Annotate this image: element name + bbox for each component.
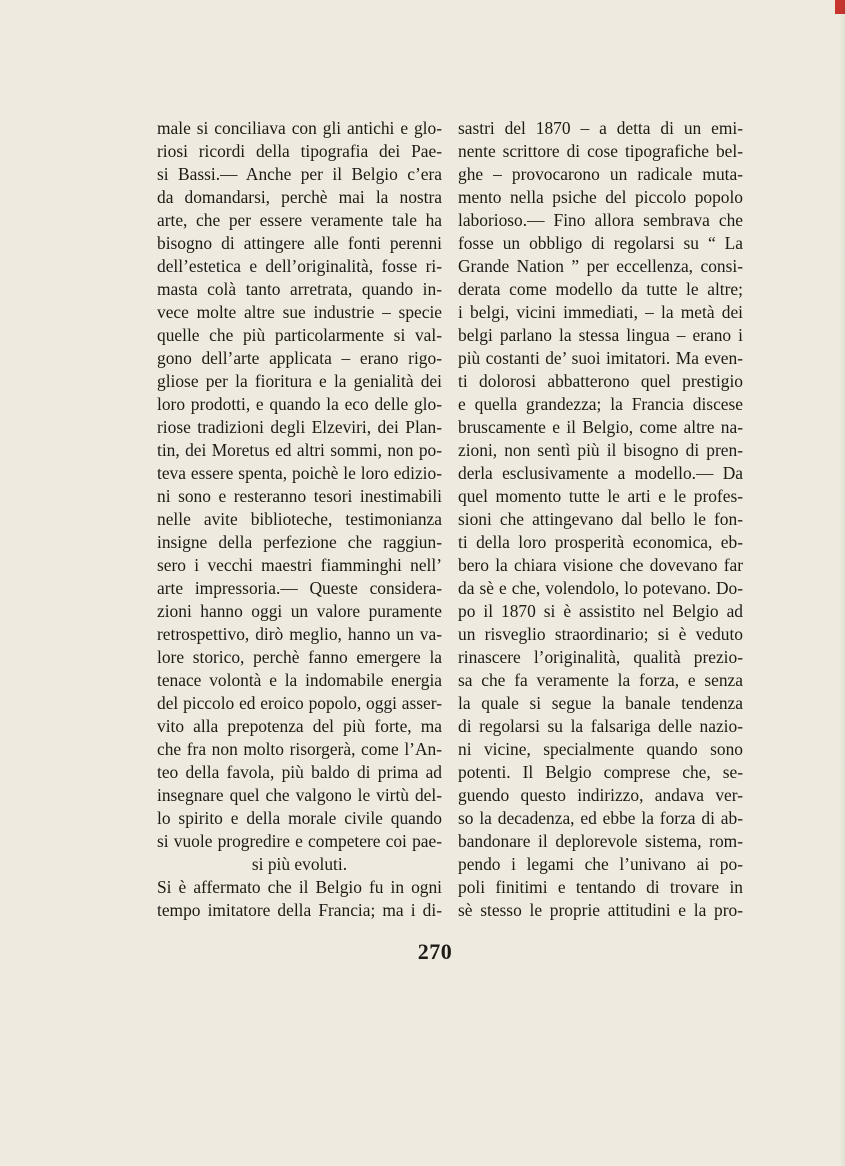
text-line: bisogno di attingere alle fonti perenni (157, 233, 442, 253)
text-line: fosse un obbligo di regolarsi su “ La (458, 233, 743, 253)
text-line: da sè e che, volendolo, lo potevano. Do- (458, 578, 743, 598)
text-line: nente scrittore di cose tipografiche bel- (458, 141, 743, 161)
text-line: arte impressoria.— Queste considera- (157, 578, 442, 598)
page-edge-shadow (839, 0, 845, 1166)
text-line: sioni che attingevano dal bello le fon- (458, 509, 743, 529)
text-line: mento nella psiche del piccolo popolo (458, 187, 743, 207)
text-line: la quale si segue la banale tendenza (458, 693, 743, 713)
text-line: poli finitimi e tentando di trovare in (458, 877, 743, 897)
text-line: arte, che per essere veramente tale ha (157, 210, 442, 230)
text-line: pendo i legami che l’univano ai po- (458, 854, 743, 874)
text-line: laborioso.— Fino allora sembrava che (458, 210, 743, 230)
text-line: di regolarsi su la falsariga delle nazio- (458, 716, 743, 736)
text-line: Grande Nation ” per eccellenza, consi- (458, 256, 743, 276)
left-text-column (157, 117, 442, 922)
text-line: sero i vecchi maestri fiamminghi nell’ (157, 555, 442, 575)
text-line: teo della favola, più baldo di prima ad (157, 762, 442, 782)
text-line: tempo imitatore della Francia; ma i di- (157, 900, 442, 920)
text-line: insegnare quel che valgono le virtù del- (157, 785, 442, 805)
text-line: bruscamente e il Belgio, come altre na- (458, 417, 743, 437)
text-line: male si conciliava con gli antichi e glo- (157, 118, 442, 138)
text-line: più costanti de’ suoi imitatori. Ma even- (458, 348, 743, 368)
text-line: guendo questo indirizzo, andava ver- (458, 785, 743, 805)
text-line: e quella grandezza; la Francia discese (458, 394, 743, 414)
text-line: derata come modello da tutte le altre; (458, 279, 743, 299)
text-line: po il 1870 si è assistito nel Belgio ad (458, 601, 743, 621)
text-line: si Bassi.— Anche per il Belgio c’era (157, 164, 442, 184)
text-line: ti della loro prosperità economica, eb- (458, 532, 743, 552)
text-line: ti dolorosi abbatterono quel prestigio (458, 371, 743, 391)
text-line: riose tradizioni degli Elzeviri, dei Plan- (157, 417, 442, 437)
text-line: sè stesso le proprie attitudini e la pro- (458, 900, 743, 920)
text-line: bero la chiara visione che dovevano far (458, 555, 743, 575)
text-line: teva essere spenta, poichè le loro edizio- (157, 463, 442, 483)
text-line: lo spirito e della morale civile quando (157, 808, 442, 828)
text-line: masta colà tanto arretrata, quando in- (157, 279, 442, 299)
text-line: potenti. Il Belgio comprese che, se- (458, 762, 743, 782)
text-line: quelle che più particolarmente si val- (157, 325, 442, 345)
text-line: vito alla prepotenza del più forte, ma (157, 716, 442, 736)
text-line: quel momento tutte le arti e le profes- (458, 486, 743, 506)
text-line: ni sono e resteranno tesori inestimabili (157, 486, 442, 506)
right-text-column (458, 117, 743, 922)
text-line: un risveglio straordinario; si è veduto (458, 624, 743, 644)
text-line: so la decadenza, ed ebbe la forza di ab- (458, 808, 743, 828)
text-line: gliose per la fioritura e la genialità dei (157, 371, 442, 391)
text-line: ni vicine, specialmente quando sono (458, 739, 743, 759)
text-line: riosi ricordi della tipografia dei Pae- (157, 141, 442, 161)
text-line: Si è affermato che il Belgio fu in ogni (157, 877, 442, 897)
text-line: ghe – provocarono un radicale muta- (458, 164, 743, 184)
text-line: insigne della perfezione che raggiun- (157, 532, 442, 552)
text-line: sastri del 1870 – a detta di un emi- (458, 118, 743, 138)
text-line: del piccolo ed eroico popolo, oggi asser- (157, 693, 442, 713)
text-line: zioni hanno oggi un valore puramente (157, 601, 442, 621)
text-line: vece molte altre sue industrie – specie (157, 302, 442, 322)
text-line: sa che fa veramente la forza, e senza (458, 670, 743, 690)
text-line: che fra non molto risorgerà, come l’An- (157, 739, 442, 759)
text-line: retrospettivo, dirò meglio, hanno un va- (157, 624, 442, 644)
text-line: dell’estetica e dell’originalità, fosse ri- (157, 256, 442, 276)
text-line: da domandarsi, perchè mai la nostra (157, 187, 442, 207)
text-line: derla esclusivamente a modello.— Da (458, 463, 743, 483)
text-line: i belgi, vicini immediati, – la metà dei (458, 302, 743, 322)
text-line: si vuole progredire e competere coi pae- (157, 831, 442, 851)
text-line: zioni, non sentì più il bisogno di pren- (458, 440, 743, 460)
text-line: loro prodotti, e quando la eco delle glo- (157, 394, 442, 414)
text-line: rinascere l’originalità, qualità prezio- (458, 647, 743, 667)
text-line: si più evoluti. (251, 854, 348, 874)
text-line: nelle avite biblioteche, testimonianza (157, 509, 442, 529)
text-line: belgi parlano la stessa lingua – erano i (458, 325, 743, 345)
text-line: lore storico, perchè fanno emergere la (157, 647, 442, 667)
text-line: tenace volontà e la indomabile energia (157, 670, 442, 690)
text-line: gono dell’arte applicata – erano rigo- (157, 348, 442, 368)
text-line: tin, dei Moretus ed altri sommi, non po- (157, 440, 442, 460)
text-line: bandonare il deplorevole sistema, rom- (458, 831, 743, 851)
page-number: 270 (417, 939, 453, 964)
